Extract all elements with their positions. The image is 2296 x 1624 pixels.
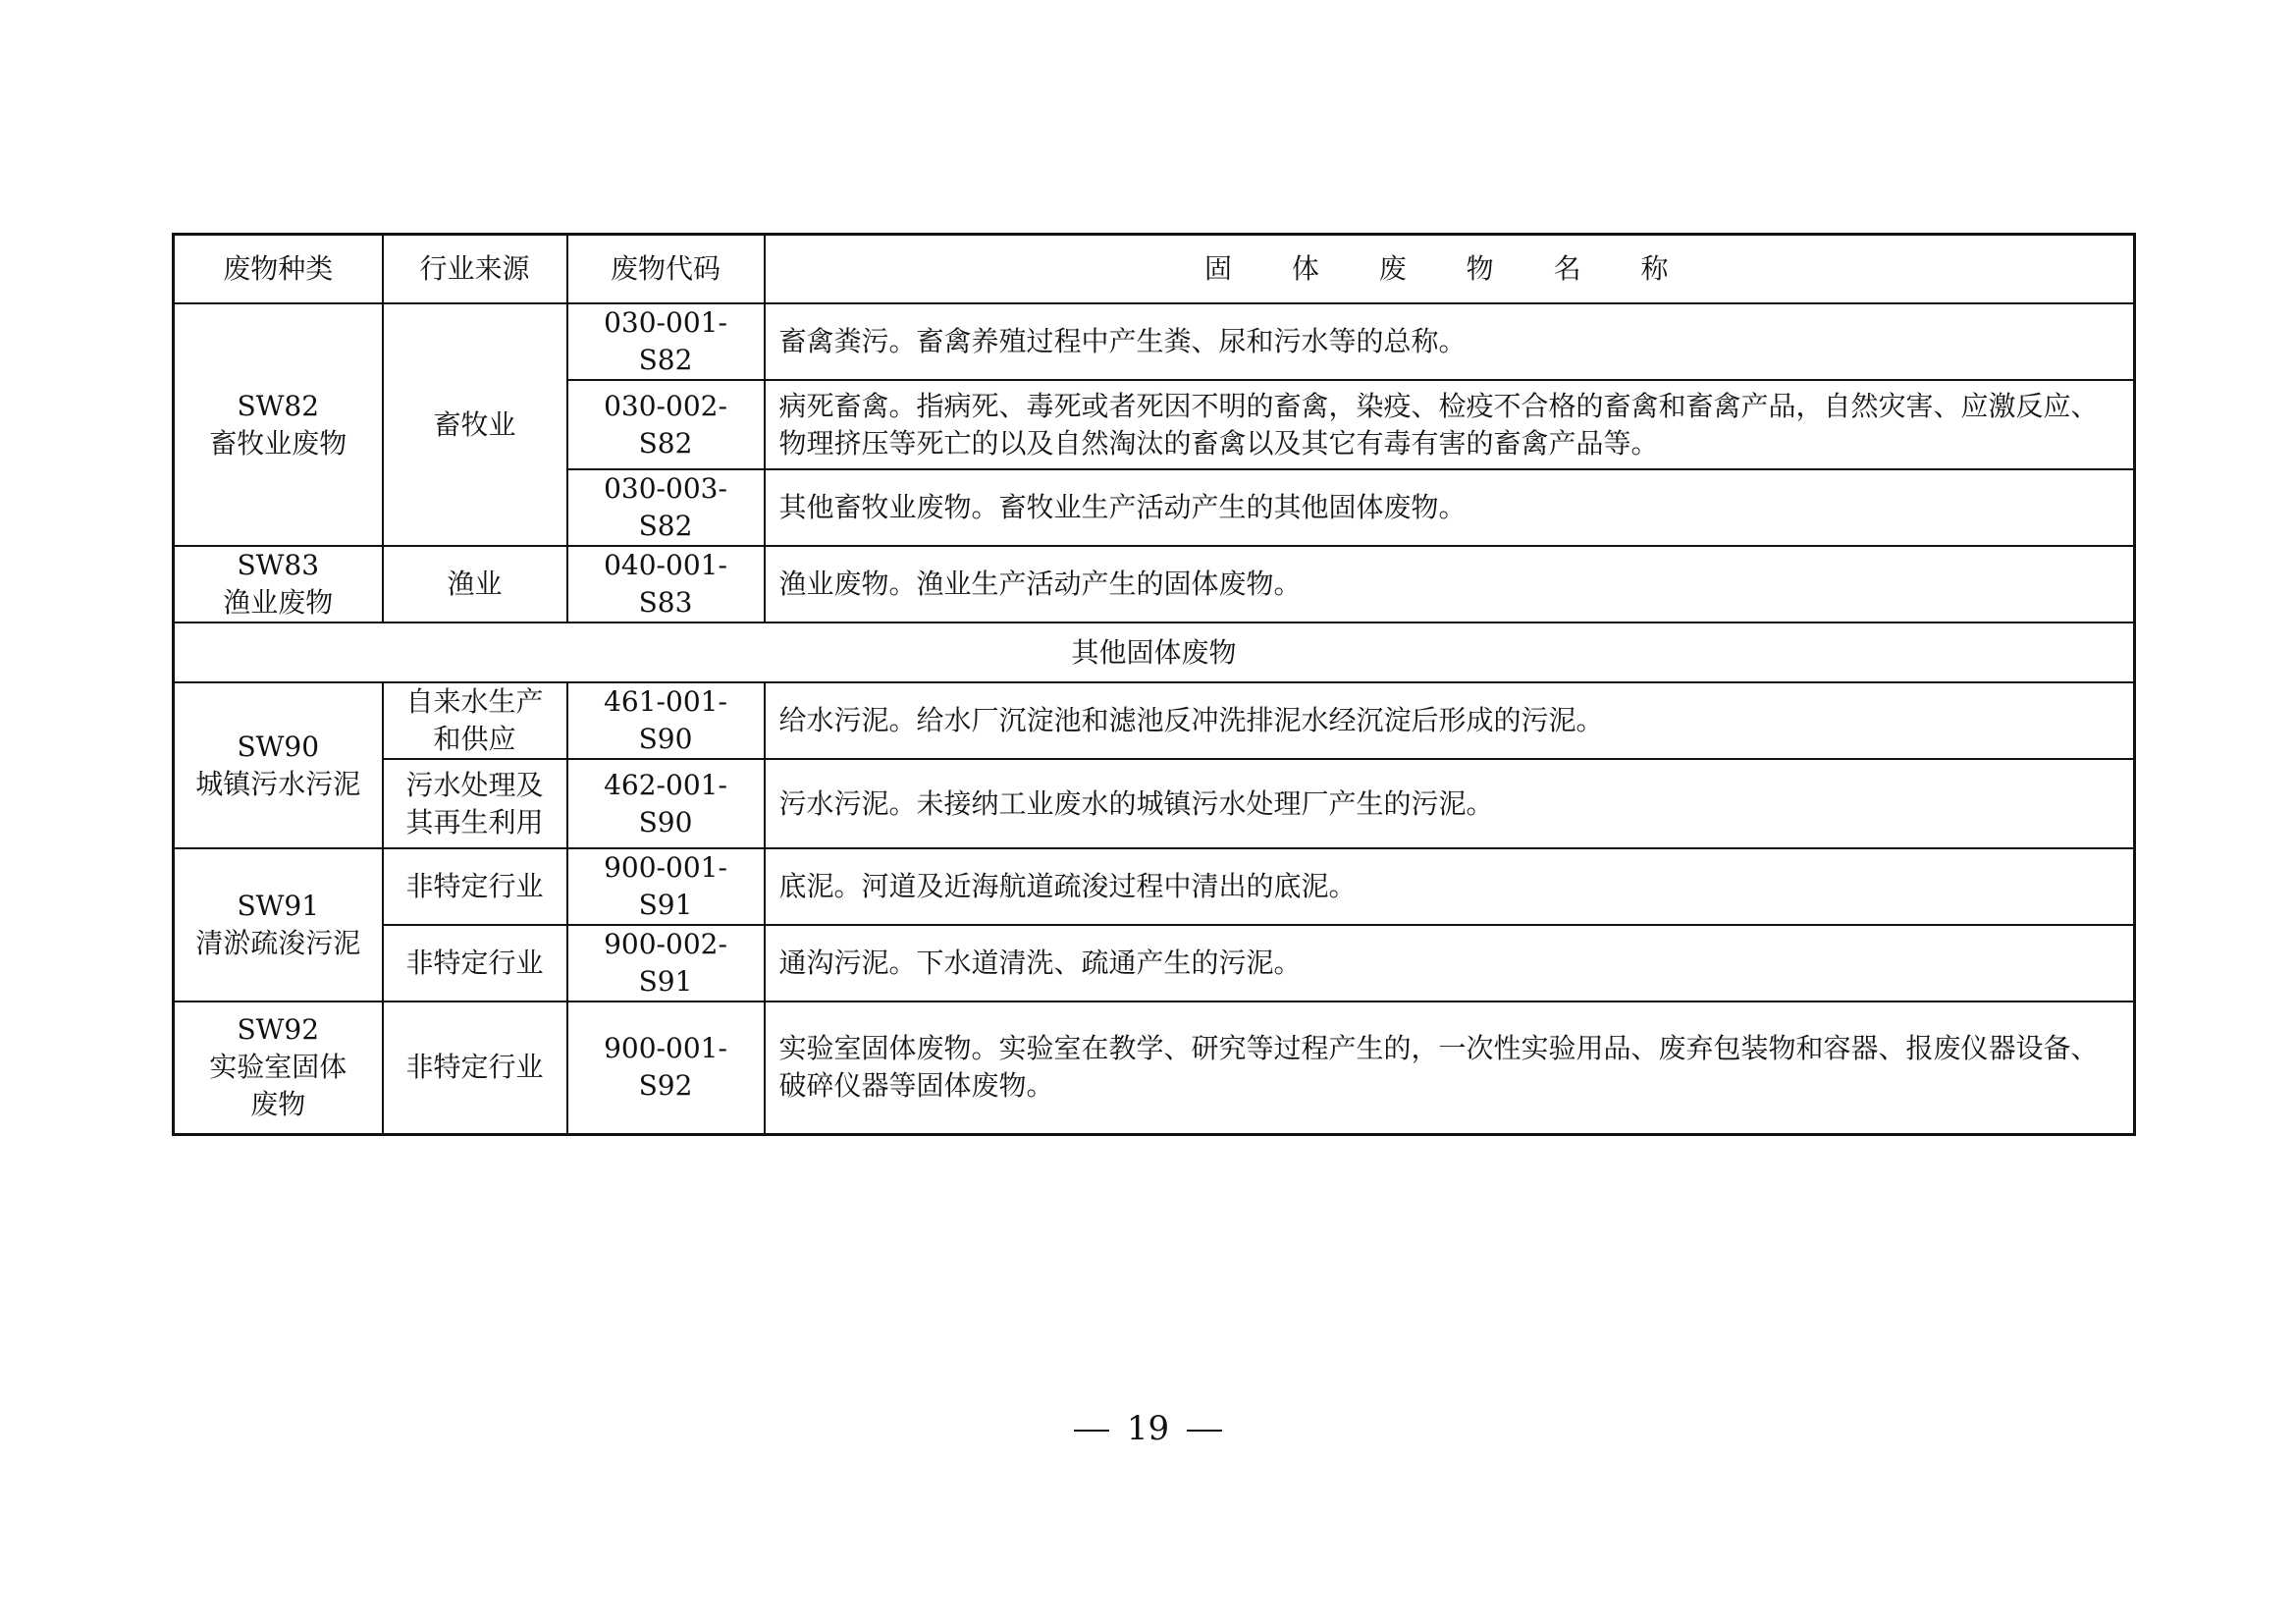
header-code: 废物代码 xyxy=(567,235,765,304)
category-name: 渔业废物 xyxy=(223,586,334,619)
category-cell xyxy=(174,303,383,546)
category-code: SW82 xyxy=(237,389,320,422)
page-number: 19 xyxy=(1126,1409,1170,1448)
table-header-row xyxy=(174,235,2135,304)
description-cell: 实验室固体废物。实验室在教学、研究等过程产生的，一次性实验用品、废弃包装物和容器、报废仪器设备、破碎仪器等固体废物。 xyxy=(765,1001,2135,1134)
table-row xyxy=(174,546,2135,623)
category-code: SW90 xyxy=(237,730,320,763)
category-cell xyxy=(174,546,383,623)
header-category: 废物种类 xyxy=(174,235,383,304)
category-cell xyxy=(174,848,383,1001)
section-title: 其他固体废物 xyxy=(174,623,2135,682)
description-cell: 畜禽粪污。畜禽养殖过程中产生粪、尿和污水等的总称。 xyxy=(765,303,2135,380)
category-cell xyxy=(174,1001,383,1134)
header-name: 固 体 废 物 名 称 xyxy=(765,235,2135,304)
industry-cell: 畜牧业 xyxy=(383,303,567,546)
category-code: SW91 xyxy=(237,890,320,922)
code-cell: 900-002-S91 xyxy=(567,925,765,1001)
code-cell: 461-001-S90 xyxy=(567,682,765,759)
category-name: 清淤疏浚污泥 xyxy=(195,927,361,959)
category-name: 城镇污水污泥 xyxy=(195,767,361,800)
table-row xyxy=(174,682,2135,759)
section-row xyxy=(174,623,2135,682)
description-cell: 污水污泥。未接纳工业废水的城镇污水处理厂产生的污泥。 xyxy=(765,759,2135,848)
table-row xyxy=(174,759,2135,848)
category-code: SW83 xyxy=(237,549,320,581)
industry-cell: 自来水生产和供应 xyxy=(383,682,567,759)
footer-dash-left xyxy=(1074,1430,1109,1432)
industry-cell: 污水处理及其再生利用 xyxy=(383,759,567,848)
page-footer xyxy=(0,1409,2296,1448)
table-row xyxy=(174,848,2135,925)
table-row xyxy=(174,1001,2135,1134)
code-cell: 900-001-S91 xyxy=(567,848,765,925)
description-cell: 底泥。河道及近海航道疏浚过程中清出的底泥。 xyxy=(765,848,2135,925)
code-cell: 462-001-S90 xyxy=(567,759,765,848)
table-row xyxy=(174,303,2135,380)
industry-cell: 渔业 xyxy=(383,546,567,623)
code-cell: 900-001-S92 xyxy=(567,1001,765,1134)
industry-cell: 非特定行业 xyxy=(383,925,567,1001)
footer-dash-right xyxy=(1187,1430,1222,1432)
category-cell xyxy=(174,682,383,848)
waste-table xyxy=(172,233,2136,1136)
industry-cell: 非特定行业 xyxy=(383,848,567,925)
category-name: 实验室固体废物 xyxy=(209,1051,347,1121)
description-cell: 给水污泥。给水厂沉淀池和滤池反冲洗排泥水经沉淀后形成的污泥。 xyxy=(765,682,2135,759)
description-cell: 通沟污泥。下水道清洗、疏通产生的污泥。 xyxy=(765,925,2135,1001)
description-cell: 病死畜禽。指病死、毒死或者死因不明的畜禽，染疫、检疫不合格的畜禽和畜禽产品，自然灾害、应激反应、物理挤压等死亡的以及自然淘汰的畜禽以及其它有毒有害的畜禽产品等。 xyxy=(765,380,2135,469)
header-industry: 行业来源 xyxy=(383,235,567,304)
category-code: SW92 xyxy=(237,1013,320,1047)
industry-cell: 非特定行业 xyxy=(383,1001,567,1134)
table-row xyxy=(174,925,2135,1001)
code-cell: 030-003-S82 xyxy=(567,469,765,546)
code-cell: 030-001-S82 xyxy=(567,303,765,380)
code-cell: 040-001-S83 xyxy=(567,546,765,623)
category-name: 畜牧业废物 xyxy=(209,426,347,460)
description-cell: 渔业废物。渔业生产活动产生的固体废物。 xyxy=(765,546,2135,623)
code-cell: 030-002-S82 xyxy=(567,380,765,469)
description-cell: 其他畜牧业废物。畜牧业生产活动产生的其他固体废物。 xyxy=(765,469,2135,546)
